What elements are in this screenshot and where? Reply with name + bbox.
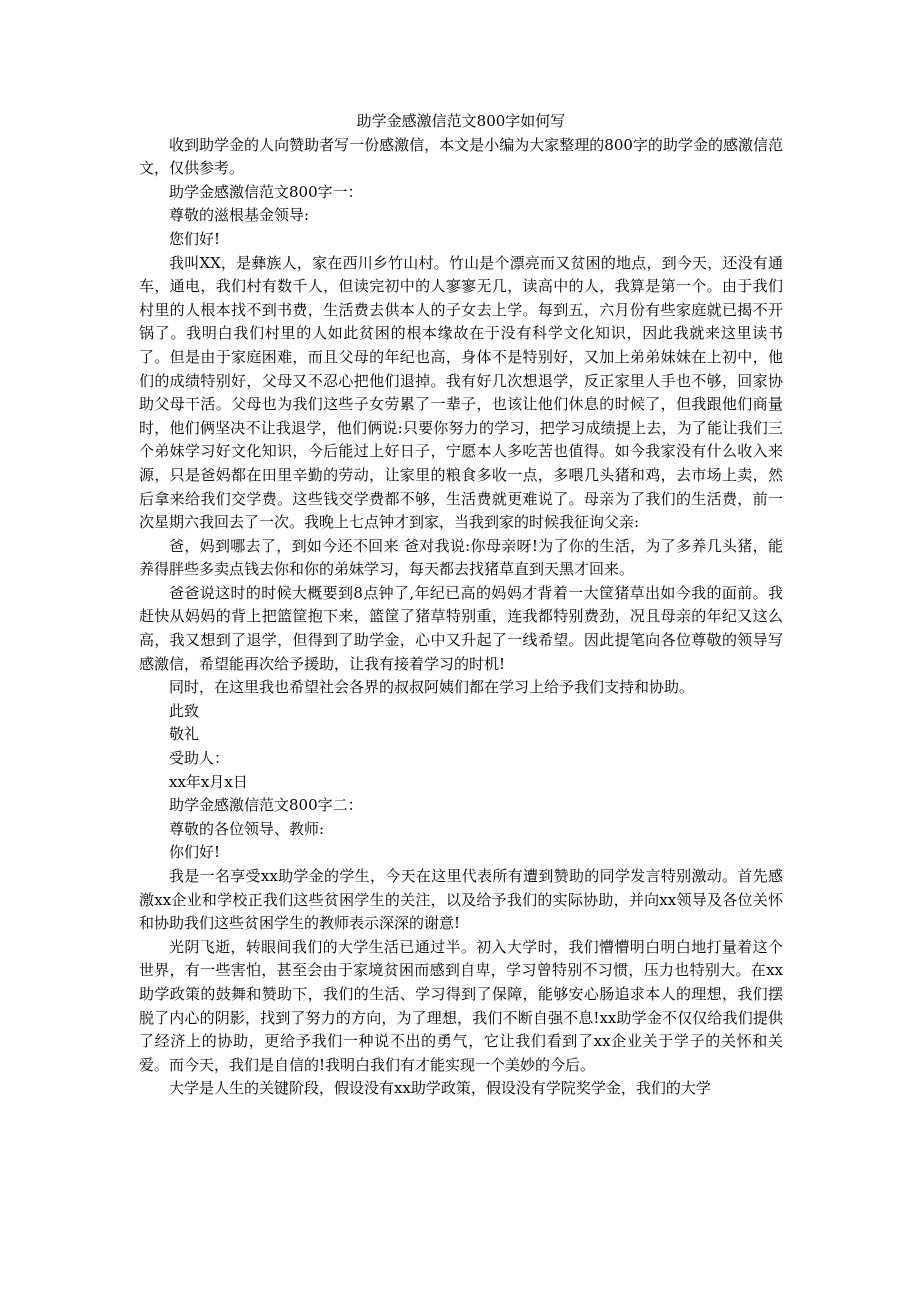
letter-one-body-paragraph: 同时，在这里我也希望社会各界的叔叔阿姨们都在学习上给予我们支持和协助。 — [169, 678, 695, 697]
letter-one-greeting: 您们好! — [169, 229, 221, 248]
letter-one-heading: 助学金感激信范文800字一： — [169, 182, 363, 201]
letter-two-salutation: 尊敬的各位领导、教师: — [169, 819, 325, 838]
letter-one-signature: 受助人： — [169, 749, 230, 768]
letter-one-date: xx年x月x日 — [169, 772, 248, 791]
letter-one-body-paragraph: 爸爸说这时的时候大概要到8点钟了,年纪已高的妈妈才背着一大筐猪草出如今我的面前。我赶快从妈妈的背上把篮筐抱下来，篮筐了猪草特别重，连我都特别费劲，况且母亲的年纪又这么高，我又想到了退学，但得到了助学金，心中又升起了一线希望。因此提笔向各位尊敬的领导写感激信，希望能再次给予援助，让我有接着学习的时机! — [139, 583, 783, 673]
intro-paragraph: 收到助学金的人向赞助者写一份感激信，本文是小编为大家整理的800字的助学金的感激信范文，仅供参考。 — [139, 135, 783, 178]
letter-one-closing: 敬礼 — [169, 725, 200, 744]
letter-one-body-paragraph: 我叫XX，是彝族人，家在西川乡竹山村。竹山是个漂亮而又贫困的地点，到今天，还没有通车，通电，我们村有数千人，但读完初中的人寥寥无几，读高中的人，我算是第一个。由于我们村里的人根本找不到书费，生活费去供本人的子女去上学。每到五，六月份有些家庭就已揭不开锅了。我明白我们村里的人如此贫困的根本缘故在于没有科学文化知识，因此我就来这里读书了。但是由于家庭困难，而且父母的年纪也高，身体不是特别好，又加上弟弟妹妹在上初中，他们的成绩特别好，父母又不忍心把他们退掉。我有好几次想退学，反正家里人手也不够，回家协助父母干活。父母也为我们这些子女劳累了一辈子，也该让他们休息的时候了，但我跟他们商量时，他们俩坚决不让我退学，他们俩说:只要你努力的学习，把学习成绩提上去，为了能让我们三个弟妹学习好文化知识，今后能过上好日子，宁愿本人多吃苦也值得。如今我家没有什么收入来源，只是爸妈都在田里辛勤的劳动，让家里的粮食多收一点，多喂几头猪和鸡，去市场上卖，然后拿来给我们交学费。这些钱交学费都不够，生活费就更难说了。母亲为了我们的生活费，前一次星期六我回去了一次。我晚上七点钟才到家，当我到家的时候我征询父亲: — [139, 253, 783, 532]
letter-one-salutation: 尊敬的滋根基金领导: — [169, 206, 310, 225]
document-title: 助学金感激信范文800字如何写 — [356, 112, 566, 130]
document-page — [139, 110, 783, 1101]
letter-two-body-paragraph: 大学是人生的关键阶段，假设没有xx助学政策，假设没有学院奖学金，我们的大学 — [169, 1079, 711, 1098]
letter-two-greeting: 你们好! — [169, 843, 221, 862]
letter-one-body-paragraph: 爸，妈到哪去了，到如今还不回来 爸对我说:你母亲呀!为了你的生活，为了多养几头猪，能养得胖些多卖点钱去你和你的弟妹学习，每天都去找猪草直到天黑才回来。 — [139, 536, 783, 579]
letter-one-closing: 此致 — [169, 701, 200, 720]
letter-two-body-paragraph: 我是一名享受xx助学金的学生，今天在这里代表所有遭到赞助的同学发言特别激动。首先感激xx企业和学校正我们这些贫困学生的关注，以及给予我们的实际协助，并向xx领导及各位关怀和协助我们这些贫困学生的教师表示深深的谢意! — [139, 867, 783, 933]
letter-two-heading: 助学金感激信范文800字二： — [169, 796, 363, 815]
letter-two-body-paragraph: 光阴飞逝，转眼间我们的大学生活已通过半。初入大学时，我们懵懵明白明白地打量着这个世界，有一些害怕，甚至会由于家境贫困而感到自卑，学习曾特别不习惯，压力也特别大。在xx助学政策的鼓舞和赞助下，我们的生活、学习得到了保障，能够安心肠追求本人的理想，我们摆脱了内心的阴影，找到了努力的方向，为了理想，我们不断自强不息!xx助学金不仅仅给我们提供了经济上的协助，更给予我们一种说不出的勇气，它让我们看到了xx企业关于学子的关怀和关爱。而今天，我们是自信的!我明白我们有才能实现一个美妙的今后。 — [139, 937, 783, 1074]
